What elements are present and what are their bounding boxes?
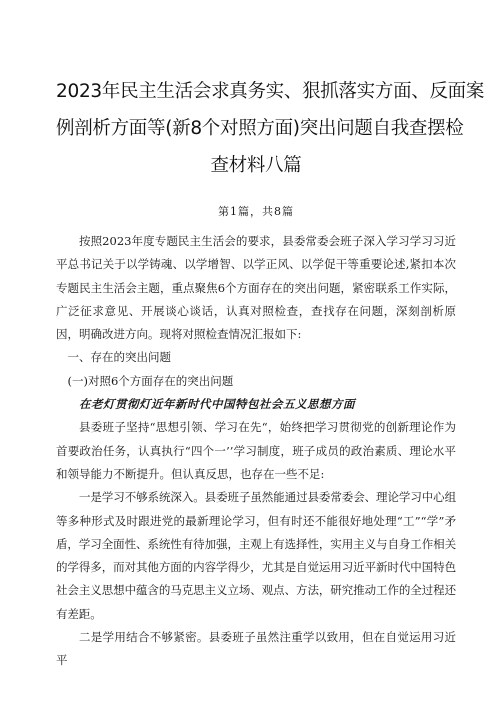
title-line-1: 2023年民主生活会求真务实、狠抓落实方面、反面案: [56, 81, 485, 102]
body-paragraph-3: 二是学用结合不够紧密。县委班子虽然注重学以致用，但在自觉运用习近平: [56, 630, 456, 668]
section-heading: 一、存在的突出问题: [67, 350, 171, 365]
title-line-3: 查材料八篇: [210, 155, 302, 176]
page-count: 第1篇，共8篇: [218, 205, 294, 218]
subsection-item-heading: 在老灯贯彻灯近年新时代中国特包社会五义思想方面: [79, 397, 355, 412]
intro-paragraph: 按照2023年度专题民主生活会的要求，县委常委会班子深入学习学习习近平总书记关于以学铸魂、以学增智、以学正风、以学促干等重要论述,紧扣本次专题民主生活会主题，重点聚焦6个方面存在的突出问题，紧密联系工作实际，广泛征求意见、开展谈心谈话，认真对照检查，查找存在问题，深刻剖析原因，明确改进方向。现将对照检查情况汇报如下:: [56, 234, 456, 342]
subsection-heading: (一)对照6个方面存在的突出问题: [67, 373, 234, 388]
body-paragraph-2: 一是学习不够系统深入。县委班子虽然能通过县委常委会、理论学习中心组等多种形式及时跟进党的最新理论学习，但有时还不能很好地处理“工”“学”矛盾，学习全面性、系统性有待加强，主观上有选择性，实用主义与自身工作相关的学得多，而对其他方面的内容学得少，尤其是自觉运用习近平新时代中国特色社会主义思想中蕴含的马克思主义立场、观点、方法，研究推动工作的全过程还有差距。: [56, 490, 456, 621]
body-paragraph-1: 县委班子坚持“思想引领、学习在先“，始终把学习贯彻党的创新理论作为首要政治任务，认真执行“四个一’’学习制度，班子成员的政治素质、理论水平和领导能力不断提升。但认真反思，也存在一些不足:: [56, 420, 456, 481]
title-line-2: 例剖析方面等(新8个对照方面)突出问题自我查摆检: [56, 118, 464, 139]
document-title: [56, 73, 485, 184]
